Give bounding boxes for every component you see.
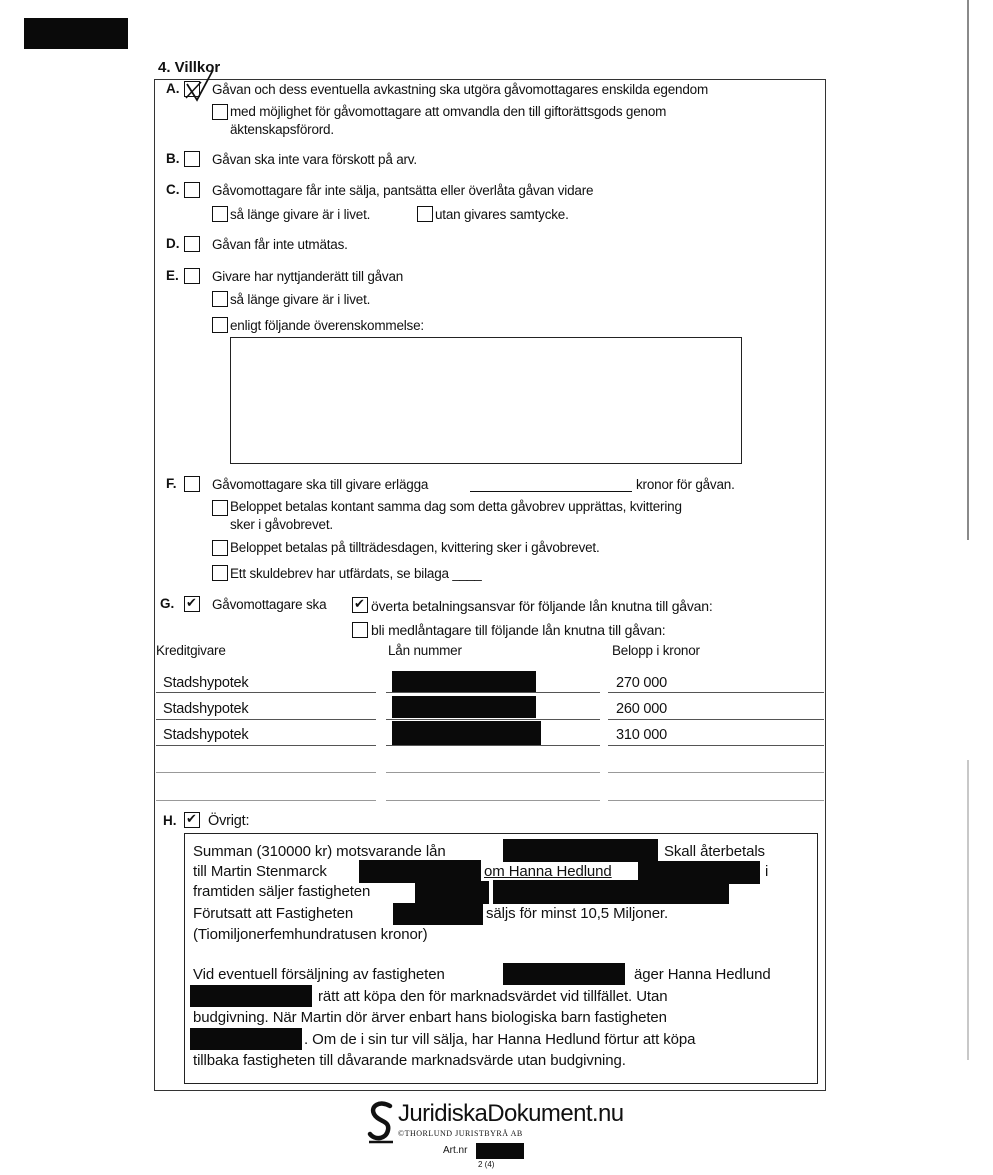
condition-g-letter: G.: [160, 596, 175, 611]
condition-b-checkbox[interactable]: [184, 151, 200, 167]
redacted-property: [503, 963, 625, 985]
condition-e-opt2-checkbox[interactable]: [212, 317, 228, 333]
condition-e-opt1-text: så länge givare är i livet.: [230, 292, 371, 307]
table-row-line: [608, 772, 824, 773]
condition-f-checkbox[interactable]: [184, 476, 200, 492]
footer-subtitle: ©THORLUND JURISTBYRÅ AB: [398, 1129, 523, 1138]
condition-c-opt1-text: så länge givare är i livet.: [230, 207, 371, 222]
table-row-line: [156, 719, 376, 720]
redacted-article-number: [476, 1143, 524, 1159]
notes-text: (Tiomiljonerfemhundratusen kronor): [193, 926, 428, 943]
redacted-name: [190, 985, 312, 1007]
condition-a-sub-line2: äktenskapsförord.: [230, 122, 334, 137]
notes-text: Summan (310000 kr) motsvarande lån: [193, 843, 446, 860]
condition-d-letter: D.: [166, 236, 180, 251]
notes-text: Skall återbetals: [664, 843, 765, 860]
redacted-loan-number: [392, 671, 536, 692]
table-row-line: [386, 772, 600, 773]
redacted-loan-number: [392, 696, 536, 718]
condition-g-opt1-checkbox[interactable]: [352, 597, 368, 613]
condition-c-opt1-checkbox[interactable]: [212, 206, 228, 222]
condition-g-text: Gåvomottagare ska: [212, 597, 327, 612]
notes-text: tillbaka fastigheten till dåvarande marknadsvärde utan budgivning.: [193, 1052, 626, 1069]
condition-e-checkbox[interactable]: [184, 268, 200, 284]
condition-e-letter: E.: [166, 268, 179, 283]
loan-row-creditor: Stadshypotek: [163, 675, 249, 691]
amount-blank-line[interactable]: [470, 491, 632, 492]
redacted-property: [493, 880, 729, 904]
condition-f-opt1-line1: Beloppet betalas kontant samma dag som detta gåvobrev upprättas, kvittering: [230, 499, 682, 514]
scan-edge-line: [967, 0, 969, 540]
condition-f-opt2-checkbox[interactable]: [212, 540, 228, 556]
condition-g-opt2-checkbox[interactable]: [352, 622, 368, 638]
notes-text: Vid eventuell försäljning av fastigheten: [193, 966, 445, 983]
condition-f-opt1-line2: sker i gåvobrevet.: [230, 517, 333, 532]
notes-text: framtiden säljer fastigheten: [193, 883, 371, 900]
loan-row-amount: 270 000: [616, 675, 668, 691]
condition-c-opt2-text: utan givares samtycke.: [435, 207, 569, 222]
loan-row-creditor: Stadshypotek: [163, 701, 249, 717]
condition-d-checkbox[interactable]: [184, 236, 200, 252]
section-title: 4. Villkor: [158, 59, 221, 76]
condition-e-opt1-checkbox[interactable]: [212, 291, 228, 307]
notes-text: rätt att köpa den för marknadsvärdet vid tillfället. Utan: [318, 988, 668, 1005]
loan-row-amount: 310 000: [616, 727, 668, 743]
notes-text: Förutsatt att Fastigheten: [193, 905, 354, 922]
redacted-loan-ref: [503, 839, 658, 862]
condition-c-letter: C.: [166, 182, 180, 197]
notes-text: äger Hanna Hedlund: [634, 966, 771, 983]
redacted-property: [393, 903, 483, 925]
table-row-line: [386, 692, 600, 693]
condition-f-text-before: Gåvomottagare ska till givare erlägga: [212, 477, 429, 492]
condition-f-letter: F.: [166, 476, 177, 491]
table-row-line: [608, 745, 824, 746]
condition-g-opt1-text: överta betalningsansvar för följande lån knutna till gåvan:: [371, 598, 713, 614]
notes-text: . Om de i sin tur vill sälja, har Hanna Hedlund förtur att köpa: [304, 1031, 696, 1048]
redacted-loan-number: [392, 721, 541, 745]
redacted-header-block: [24, 18, 128, 49]
table-row-line: [608, 692, 824, 693]
table-row-line: [386, 719, 600, 720]
scan-edge-line: [967, 760, 969, 1060]
notes-text: budgivning. När Martin dör ärver enbart hans biologiska barn fastigheten: [193, 1009, 667, 1026]
loan-row-creditor: Stadshypotek: [163, 727, 249, 743]
condition-d-text: Gåvan får inte utmätas.: [212, 237, 348, 252]
loan-header-creditor: Kreditgivare: [156, 643, 226, 658]
redacted-property: [190, 1028, 302, 1050]
table-row-line: [156, 772, 376, 773]
table-row-line: [156, 745, 376, 746]
condition-c-checkbox[interactable]: [184, 182, 200, 198]
condition-e-text: Givare har nyttjanderätt till gåvan: [212, 269, 404, 284]
agreement-textbox[interactable]: [230, 337, 742, 464]
table-row-line: [608, 800, 824, 801]
condition-a-sub-checkbox[interactable]: [212, 104, 228, 120]
redacted-name: [359, 860, 481, 883]
table-row-line: [386, 800, 600, 801]
condition-h-letter: H.: [163, 813, 177, 828]
notes-text: till Martin Stenmarck: [193, 863, 327, 880]
table-row-line: [156, 692, 376, 693]
table-row-line: [608, 719, 824, 720]
notes-text: säljs för minst 10,5 Miljoner.: [486, 905, 669, 922]
notes-text: i: [765, 863, 769, 880]
table-row-line: [156, 800, 376, 801]
condition-g-opt2-text: bli medlåntagare till följande lån knutna till gåvan:: [371, 622, 666, 638]
condition-f-opt2-text: Beloppet betalas på tillträdesdagen, kvittering sker i gåvobrevet.: [230, 540, 600, 555]
loan-header-amount: Belopp i kronor: [612, 643, 700, 658]
condition-f-opt3-checkbox[interactable]: [212, 565, 228, 581]
condition-c-text: Gåvomottagare får inte sälja, pantsätta eller överlåta gåvan vidare: [212, 183, 594, 198]
condition-h-checkbox[interactable]: [184, 812, 200, 828]
loan-row-amount: 260 000: [616, 701, 668, 717]
loan-header-number: Lån nummer: [388, 643, 462, 658]
condition-a-letter: A.: [166, 81, 180, 96]
juridiska-logo-icon: [366, 1100, 396, 1146]
condition-b-letter: B.: [166, 151, 180, 166]
footer-brand: JuridiskaDokument.nu: [398, 1100, 624, 1127]
condition-f-opt1-checkbox[interactable]: [212, 500, 228, 516]
table-row-line: [386, 745, 600, 746]
condition-g-checkbox[interactable]: [184, 596, 200, 612]
condition-h-title: Övrigt:: [208, 813, 250, 829]
condition-a-text: Gåvan och dess eventuella avkastning ska utgöra gåvomottagares enskilda egendom: [212, 82, 709, 97]
condition-b-text: Gåvan ska inte vara förskott på arv.: [212, 152, 417, 167]
notes-text: om Hanna Hedlund: [484, 863, 612, 880]
condition-f-opt3-text: Ett skuldebrev har utfärdats, se bilaga ____: [230, 566, 482, 581]
condition-f-text-after: kronor för gåvan.: [636, 477, 735, 492]
redacted-property: [415, 881, 489, 904]
footer-art-label: Art.nr: [443, 1145, 468, 1156]
condition-e-opt2-text: enligt följande överenskommelse:: [230, 318, 424, 333]
footer-page-number: 2 (4): [478, 1160, 495, 1169]
condition-a-sub-line1: med möjlighet för gåvomottagare att omvandla den till giftorättsgods genom: [230, 104, 667, 119]
condition-c-opt2-checkbox[interactable]: [417, 206, 433, 222]
